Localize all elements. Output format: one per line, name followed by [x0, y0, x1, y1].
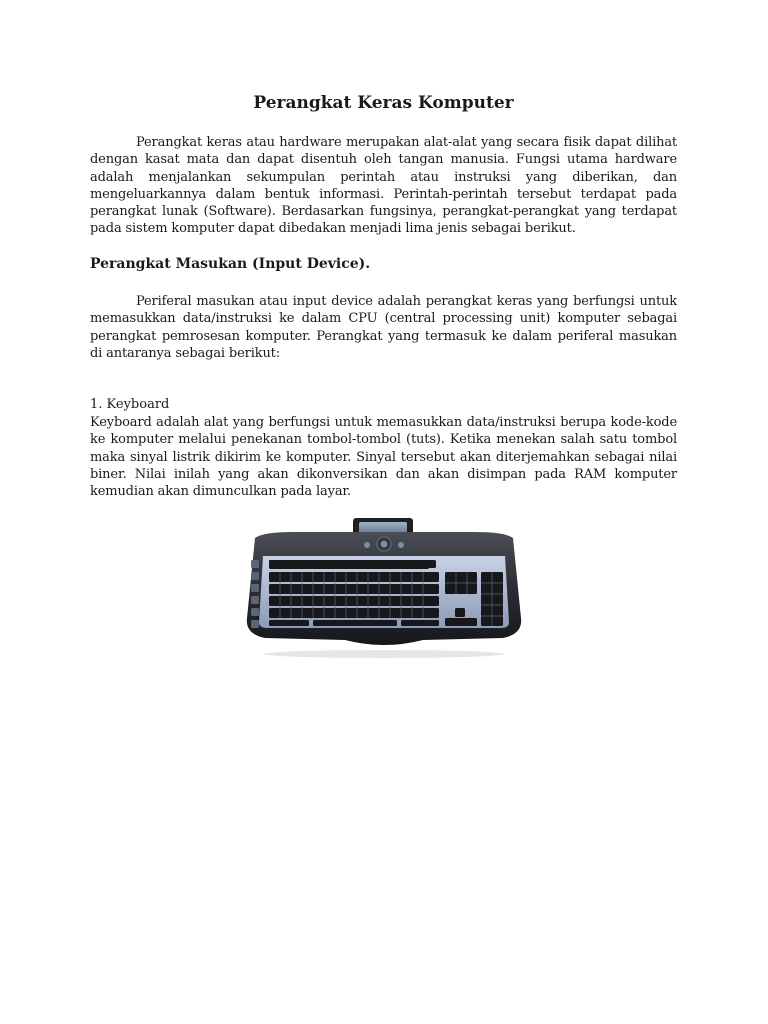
- section-heading: Perangkat Masukan (Input Device).: [90, 256, 371, 272]
- keyboard-icon: [233, 508, 535, 662]
- keyboard-image: [233, 508, 535, 662]
- intro-paragraph: Perangkat keras atau hardware merupakan alat-alat yang secara fisik dapat dilihat dengan kasat mata dan dapat disentuh oleh tangan manusia. Fungsi utama hardware adalah menjalankan sekumpulan perintah atau instruksi yang diberikan, dan mengeluarkannya dalam bentuk informasi. Perintah-perintah tersebut terdapat pada perangkat lunak (Software). Berdasarkan fungsinya, perangkat-perangkat yang terdapat pada sistem komputer dapat dibedakan menjadi lima jenis sebagai berikut.: [90, 135, 677, 237]
- item-paragraph: Keyboard adalah alat yang berfungsi untuk memasukkan data/instruksi berupa kode-kode ke komputer melalui penekanan tombol-tombol (tuts). Ketika menekan salah satu tombol maka sinyal listrik dikirim ke komputer. Sinyal tersebut akan diterjemahkan sebagai nilai biner. Nilai inilah yang akan dikonversikan dan akan disimpan pada RAM komputer kemudian akan dimunculkan pada layar.: [90, 415, 677, 500]
- document-title: Perangkat Keras Komputer: [253, 93, 514, 113]
- item-title: 1. Keyboard: [90, 397, 170, 412]
- section-paragraph: Periferal masukan atau input device adalah perangkat keras yang berfungsi untuk memasukkan data/instruksi ke dalam CPU (central processing unit) komputer sebagai perangkat pemrosesan komputer. Perangkat yang termasuk ke dalam periferal masukan di antaranya sebagai berikut:: [90, 294, 677, 361]
